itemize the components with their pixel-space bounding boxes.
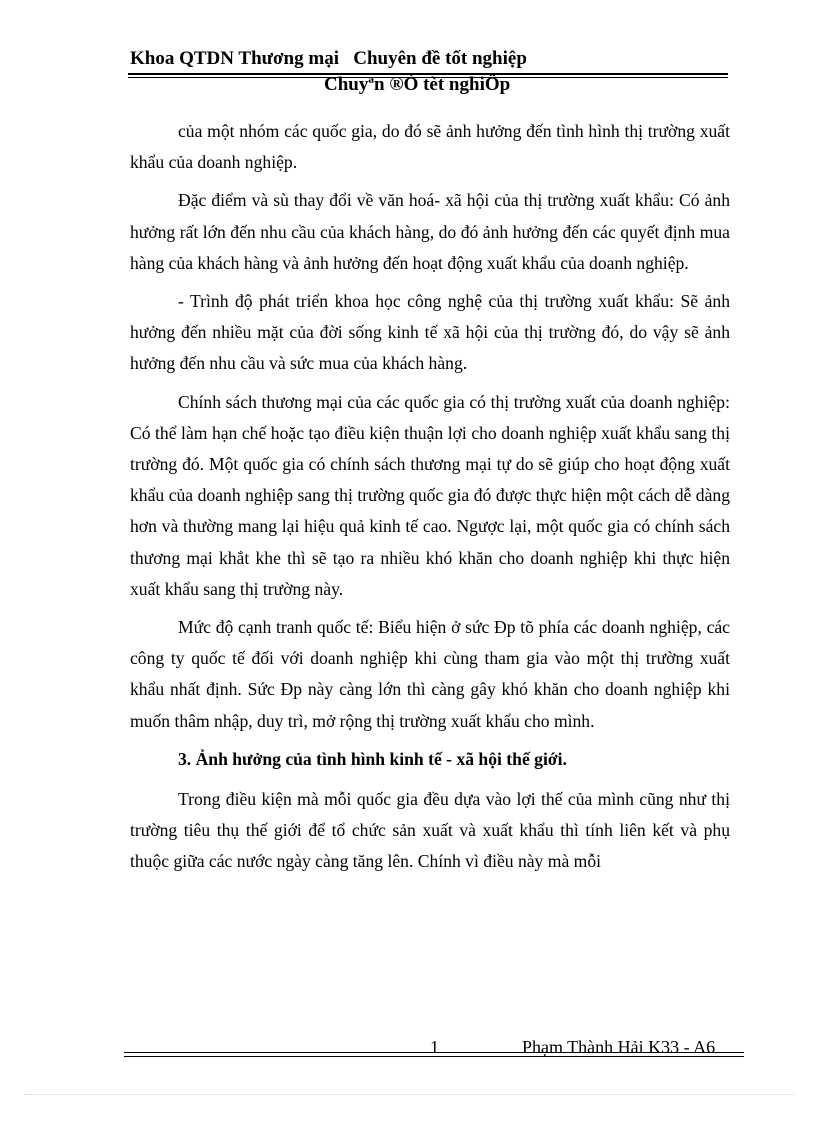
paragraph-world-economy: Trong điều kiện mà mỗi quốc gia đều dựa vào lợi thế của mình cũng như thị trường tiêu thụ thế giới để tổ chức sản xuất và xuất khẩu thì tính liên kết và phụ thuộc giữa các nước ngày càng tăng lên. Chính vì điều này mà mỗi [130, 789, 730, 872]
page-header-title: Khoa QTDN Thương mại Chuyên đề tốt nghiệp [130, 48, 527, 69]
paragraph-trade-policy: Chính sách thương mại của các quốc gia có thị trường xuất của doanh nghiệp: Có thể làm hạn chế hoặc tạo điều kiện thuận lợi cho doanh nghiệp xuất khẩu sang thị trường đó. Một quốc gia có chính sách thương mại tự do sẽ giúp cho hoạt động xuất khẩu của doanh nghiệp sang thị trường quốc gia đó được thực hiện một cách dễ dàng hơn và thường mang lại hiệu quả kinh tế cao. Ngược lại, một quốc gia có chính sách thương mại khắt khe thì sẽ tạo ra nhiều khó khăn cho doanh nghiệp khi thực hiện xuất khẩu sang thị trường này. [130, 391, 730, 599]
footer-rule-thin [124, 1056, 744, 1057]
footer-author: Phạm Thành Hải K33 - A6 [522, 1037, 716, 1057]
page-header-subtitle: Chuyªn ®Ò tèt nghiÖp [324, 74, 511, 95]
paragraph-culture-society: Đặc điểm và sù thay đổi về văn hoá- xã hội của thị trường xuất khẩu: Có ảnh hưởng rất lớn đến nhu cầu của khách hàng, do đó ảnh hưởng đến các quyết định mua hàng của khách hàng và ảnh hưởng đến hoạt động xuất khẩu của doanh nghiệp. [130, 190, 730, 273]
section-heading: 3. Ảnh hưởng của tình hình kinh tế - xã hội thế giới. [178, 748, 567, 769]
page-bottom-edge [24, 1094, 794, 1095]
paragraph-competition: Mức độ cạnh tranh quốc tế: Biểu hiện ở sức Ðp tõ phía các doanh nghiệp, các công ty quốc tế đối với doanh nghiệp khi cùng tham gia vào một thị trường xuất khẩu nhất định. Sức Ðp này càng lớn thì càng gây khó khăn cho doanh nghiệp khi muốn thâm nhập, duy trì, mở rộng thị trường xuất khẩu cho mình. [130, 617, 730, 731]
paragraph-technology: - Trình độ phát triển khoa học công nghệ của thị trường xuất khẩu: Sẽ ảnh hưởng đến nhiều mặt của đời sống kinh tế xã hội của thị trường đó, do vậy sẽ ảnh hưởng đến nhu cầu và sức mua của khách hàng. [130, 291, 730, 374]
document-body [130, 116, 730, 885]
paragraph-market-impact: của một nhóm các quốc gia, do đó sẽ ảnh hưởng đến tình hình thị trường xuất khẩu của doanh nghiệp. [130, 121, 730, 173]
footer-rule [124, 1052, 744, 1053]
page-number: 1 [430, 1037, 439, 1057]
